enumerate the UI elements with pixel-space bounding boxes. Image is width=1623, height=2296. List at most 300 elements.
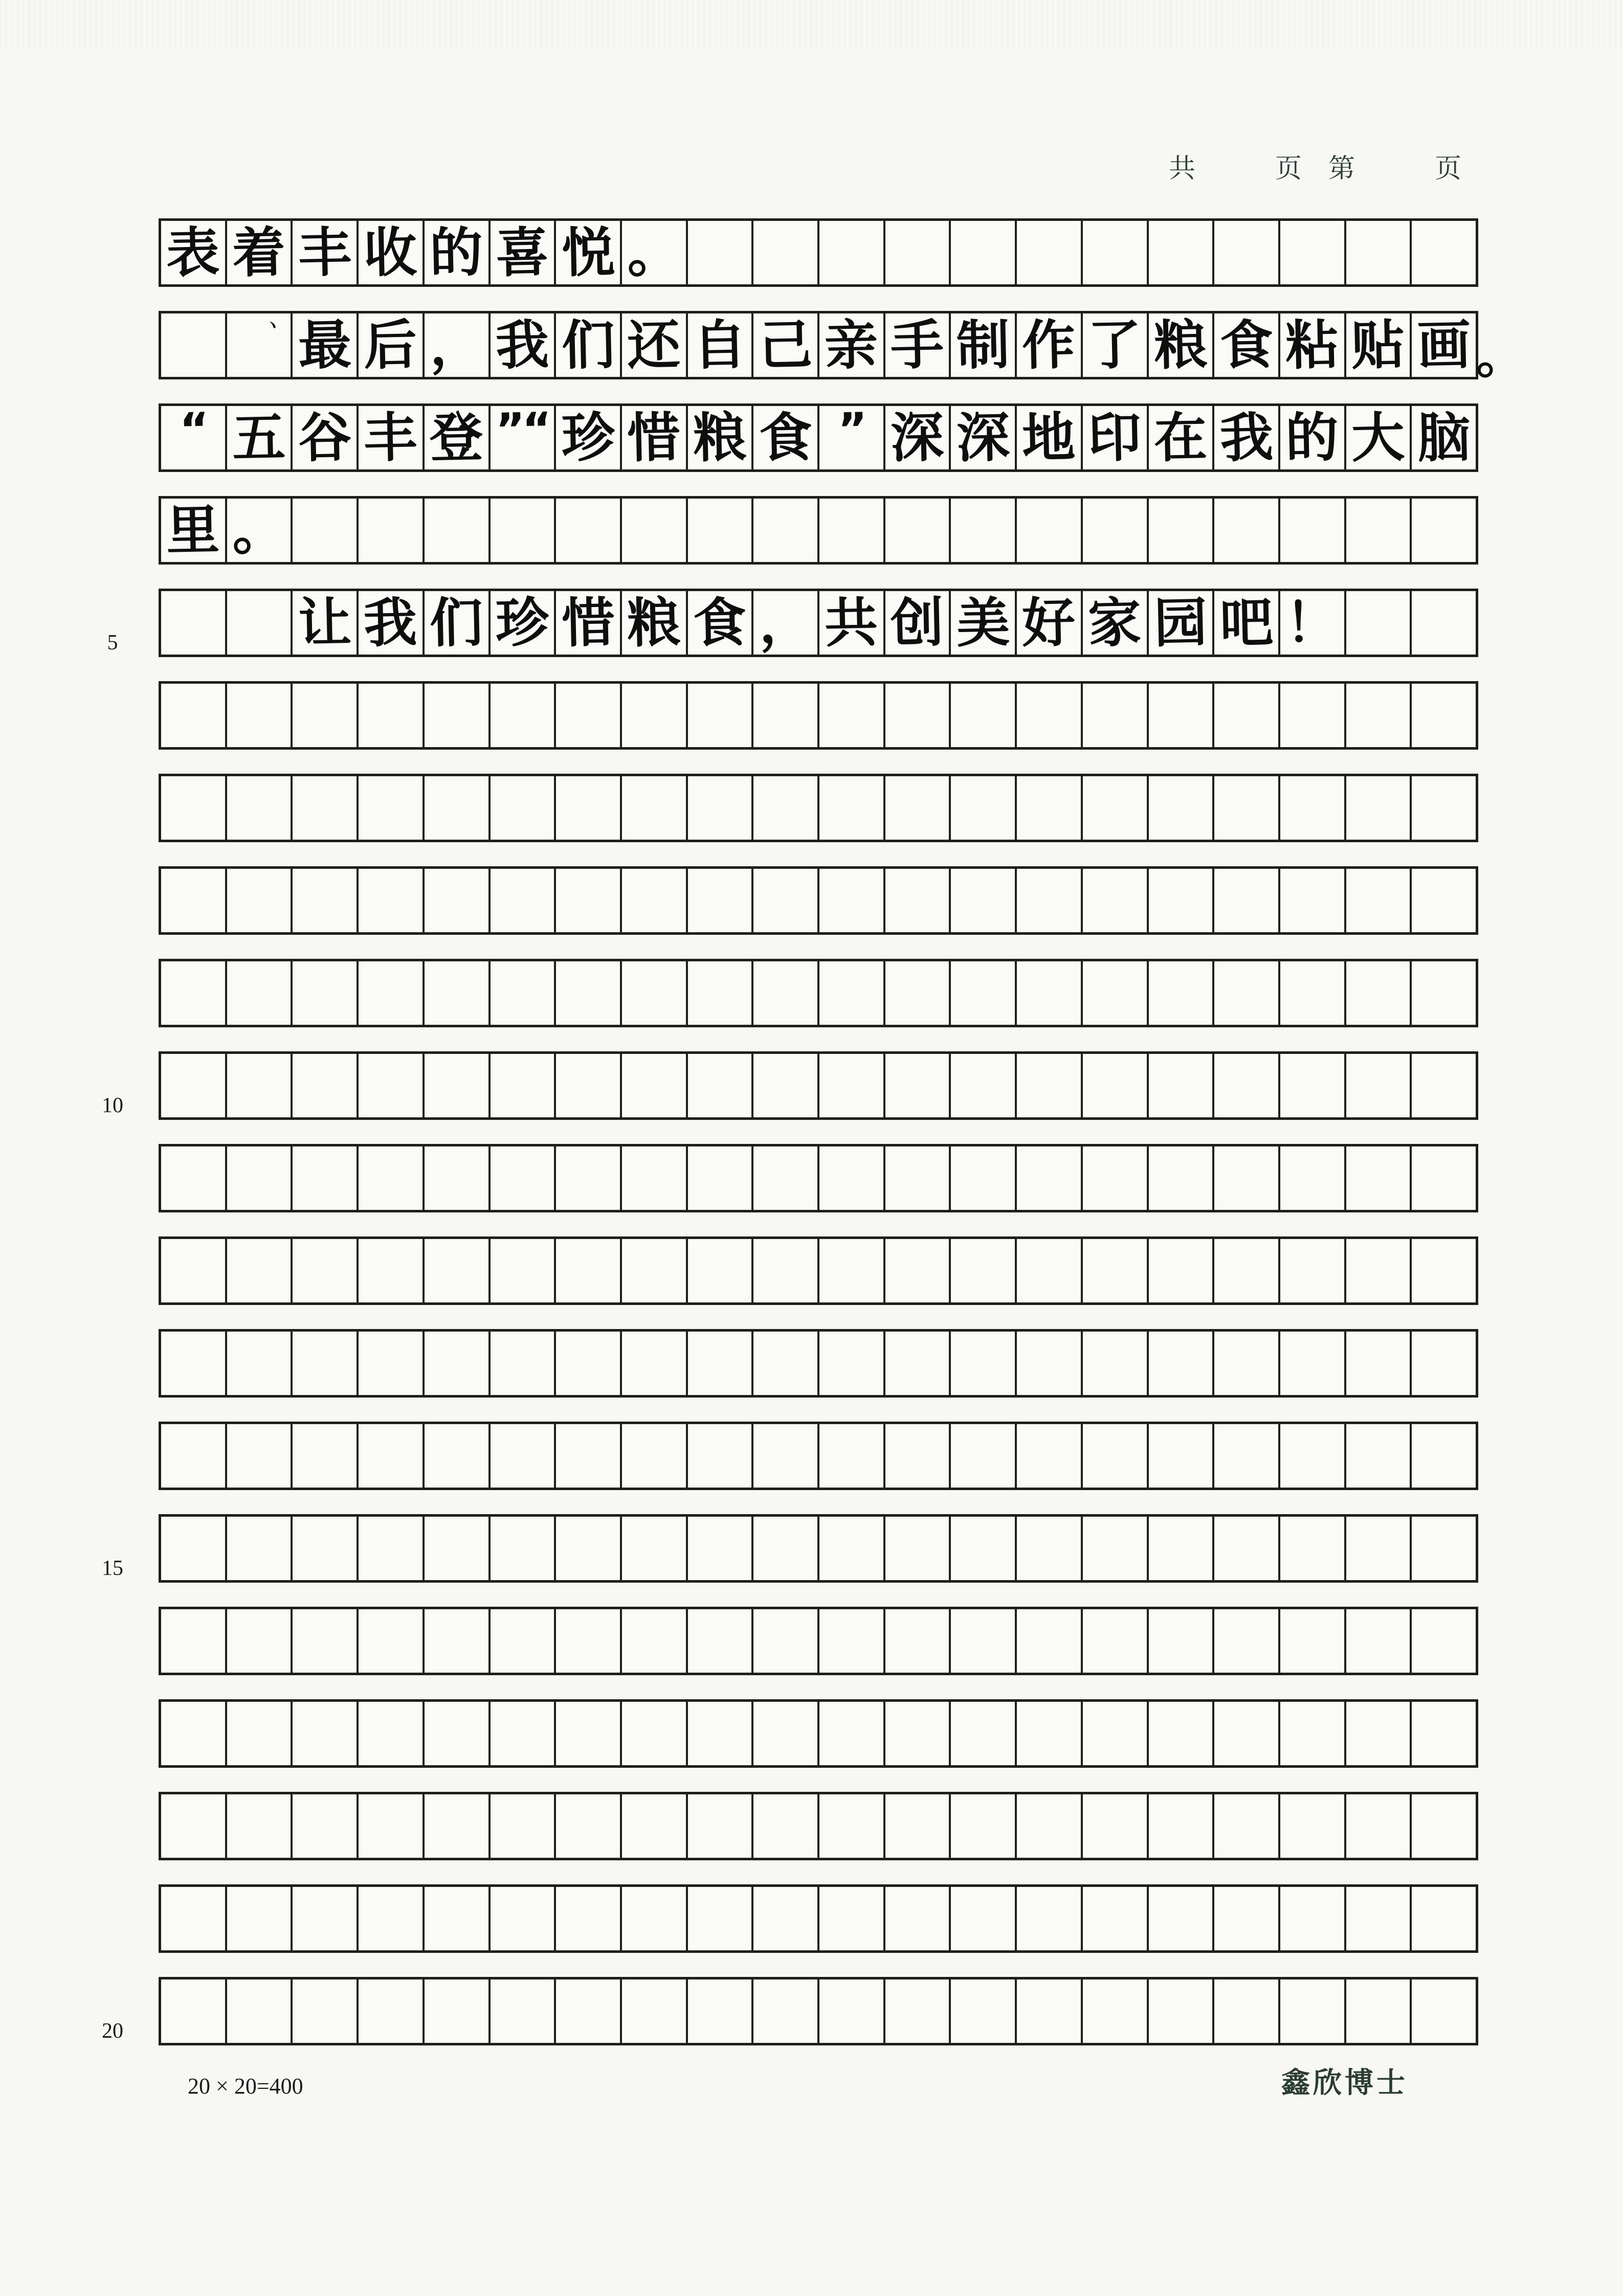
grid-cell xyxy=(1017,591,1083,655)
grid-cell xyxy=(819,1054,885,1117)
grid-cell xyxy=(753,1054,819,1117)
handwritten-character: ， xyxy=(758,591,813,655)
grid-cell xyxy=(491,499,557,562)
grid-cell xyxy=(1083,1424,1149,1488)
grid-cell xyxy=(753,406,819,469)
handwritten-character: 们 xyxy=(561,313,615,377)
grid-cell xyxy=(293,1609,359,1673)
grid-cell xyxy=(753,961,819,1025)
grid-cell xyxy=(1280,1239,1346,1302)
handwritten-character: 园 xyxy=(1153,591,1208,655)
grid-cell xyxy=(1214,1887,1280,1950)
handwritten-character: 粘 xyxy=(1285,313,1340,377)
grid-cell xyxy=(1017,406,1083,469)
grid-cell xyxy=(293,1702,359,1765)
grid-cell xyxy=(688,1702,754,1765)
grid-row xyxy=(159,1051,1478,1120)
handwritten-character: 丰 xyxy=(297,220,352,285)
grid-cell xyxy=(1149,313,1215,377)
brand-name: 鑫欣博士 xyxy=(1281,2066,1408,2100)
handwritten-character: 贴 xyxy=(1350,313,1406,377)
grid-row xyxy=(159,1514,1478,1583)
grid-cell xyxy=(688,1054,754,1117)
grid-cell xyxy=(556,1146,622,1210)
grid-cell xyxy=(885,1887,951,1950)
grid-row xyxy=(159,866,1478,935)
handwritten-character: 己 xyxy=(758,313,813,377)
grid-cell xyxy=(1017,1979,1083,2043)
handwritten-character: 表 xyxy=(166,220,220,285)
grid-cell xyxy=(556,961,622,1025)
row-number-label: 20 xyxy=(102,2019,123,2043)
grid-cell xyxy=(753,1517,819,1580)
grid-cell xyxy=(491,591,557,655)
grid-cell xyxy=(293,869,359,932)
grid-cell xyxy=(688,1146,754,1210)
handwritten-character: 美 xyxy=(955,591,1011,655)
grid-cell xyxy=(885,1239,951,1302)
grid-cell xyxy=(688,591,754,655)
grid-cell xyxy=(1346,1332,1412,1395)
grid-cell xyxy=(1346,406,1412,469)
grid-cell xyxy=(227,1794,293,1858)
grid-cell xyxy=(819,1609,885,1673)
grid-cell xyxy=(622,499,688,562)
grid-cell xyxy=(359,406,425,469)
grid-cell xyxy=(688,684,754,747)
grid-cell xyxy=(951,1702,1017,1765)
grid-cell xyxy=(161,1887,227,1950)
grid-cell xyxy=(951,591,1017,655)
grid-cell xyxy=(622,406,688,469)
grid-row xyxy=(159,681,1478,750)
handwritten-character: 谷 xyxy=(297,406,352,470)
grid-row xyxy=(159,311,1478,379)
grid-cell xyxy=(622,1794,688,1858)
grid-cell xyxy=(293,1239,359,1302)
grid-row xyxy=(159,1977,1478,2045)
grid-cell xyxy=(688,499,754,562)
grid-row xyxy=(159,1884,1478,1953)
handwritten-character: 着 xyxy=(231,220,286,285)
grid-cell xyxy=(161,1609,227,1673)
grid-cell xyxy=(359,1146,425,1210)
grid-cell xyxy=(753,1609,819,1673)
grid-cell xyxy=(885,1146,951,1210)
grid-cell xyxy=(1214,961,1280,1025)
grid-cell xyxy=(1083,1887,1149,1950)
handwritten-character: 丰 xyxy=(363,406,418,470)
grid-cell xyxy=(1280,961,1346,1025)
grid-cell xyxy=(1083,1054,1149,1117)
grid-cell xyxy=(1412,1239,1476,1302)
grid-cell xyxy=(556,1887,622,1950)
grid-cell xyxy=(885,591,951,655)
grid-cell xyxy=(556,313,622,377)
grid-cell xyxy=(1083,1517,1149,1580)
grid-row xyxy=(159,1422,1478,1490)
grid-cell xyxy=(1149,1794,1215,1858)
grid-cell xyxy=(1214,1054,1280,1117)
handwritten-character: 粮 xyxy=(692,406,747,470)
grid-cell xyxy=(1214,591,1280,655)
handwritten-character: 食 xyxy=(692,591,747,655)
handwritten-character: 在 xyxy=(1153,406,1208,470)
grid-cell xyxy=(161,221,227,284)
grid-cell xyxy=(753,591,819,655)
grid-cell xyxy=(1083,1702,1149,1765)
grid-cell xyxy=(161,1517,227,1580)
grid-cell xyxy=(1280,684,1346,747)
grid-cell xyxy=(1280,313,1346,377)
grid-cell xyxy=(556,1794,622,1858)
grid-cell xyxy=(1149,1239,1215,1302)
grid-cell xyxy=(1412,313,1476,377)
grid-cell xyxy=(425,776,491,840)
grid-row xyxy=(159,959,1478,1027)
grid-cell xyxy=(1280,776,1346,840)
grid-cell xyxy=(1083,406,1149,469)
grid-cell xyxy=(425,591,491,655)
grid-cell xyxy=(161,1146,227,1210)
grid-cell xyxy=(161,1239,227,1302)
grid-cell xyxy=(227,684,293,747)
grid-cell xyxy=(885,1609,951,1673)
grid-cell xyxy=(688,1424,754,1488)
handwritten-character: 脑 xyxy=(1416,406,1471,470)
grid-cell xyxy=(161,1979,227,2043)
grid-cell xyxy=(1346,869,1412,932)
grid-cell xyxy=(491,1609,557,1673)
grid-cell xyxy=(819,1979,885,2043)
grid-cell xyxy=(425,1239,491,1302)
grid-cell xyxy=(359,1054,425,1117)
grid-cell xyxy=(491,1146,557,1210)
grid-cell xyxy=(753,499,819,562)
grid-cell xyxy=(1017,499,1083,562)
grid-cell xyxy=(885,406,951,469)
grid-row xyxy=(159,1792,1478,1860)
grid-cell xyxy=(556,1517,622,1580)
grid-cell xyxy=(1214,221,1280,284)
grid-cell xyxy=(491,1887,557,1950)
grid-cell xyxy=(491,1239,557,1302)
grid-cell xyxy=(1412,684,1476,747)
grid-cell xyxy=(1083,313,1149,377)
grid-cell xyxy=(1412,869,1476,932)
handwritten-character: 我 xyxy=(363,591,418,655)
grid-cell xyxy=(293,313,359,377)
grid-cell xyxy=(885,313,951,377)
grid-cell xyxy=(1214,1424,1280,1488)
grid-cell xyxy=(622,591,688,655)
handwritten-character: 悦 xyxy=(561,220,615,285)
grid-cell xyxy=(1017,1609,1083,1673)
grid-cell xyxy=(1214,406,1280,469)
grid-cell xyxy=(885,1794,951,1858)
handwritten-character: 喜 xyxy=(495,220,550,285)
grid-cell xyxy=(491,1424,557,1488)
grid-cell xyxy=(1083,684,1149,747)
grid-cell xyxy=(425,1609,491,1673)
handwritten-character: 后 xyxy=(363,313,418,377)
grid-cell xyxy=(293,1517,359,1580)
grid-cell xyxy=(885,499,951,562)
grid-cell xyxy=(819,1517,885,1580)
grid-cell xyxy=(1412,1887,1476,1950)
grid-cell xyxy=(1017,684,1083,747)
grid-cell xyxy=(819,1702,885,1765)
grid-cell xyxy=(161,313,227,377)
grid-cell xyxy=(1214,1979,1280,2043)
grid-cell xyxy=(819,313,885,377)
grid-cell xyxy=(1083,221,1149,284)
grid-cell xyxy=(1214,1609,1280,1673)
grid-cell xyxy=(556,1424,622,1488)
grid-cell xyxy=(819,221,885,284)
grid-cell xyxy=(161,869,227,932)
grid-cell xyxy=(556,1239,622,1302)
handwritten-character: 我 xyxy=(495,313,550,377)
handwritten-character: ， xyxy=(429,313,484,377)
grid-cell xyxy=(556,221,622,284)
grid-cell xyxy=(753,1979,819,2043)
grid-cell xyxy=(1412,1794,1476,1858)
grid-cell xyxy=(1412,1702,1476,1765)
grid-cell xyxy=(556,1054,622,1117)
handwritten-character: 大 xyxy=(1350,406,1406,470)
grid-cell xyxy=(227,1609,293,1673)
grid-cell xyxy=(425,1424,491,1488)
grid-cell xyxy=(227,1332,293,1395)
grid-cell xyxy=(753,1239,819,1302)
handwritten-character: 珍 xyxy=(561,406,615,470)
grid-cell xyxy=(819,402,885,469)
handwritten-character: 惜 xyxy=(626,406,681,470)
grid-cell xyxy=(359,776,425,840)
grid-cell xyxy=(1214,499,1280,562)
grid-cell xyxy=(491,313,557,377)
grid-cell xyxy=(1149,869,1215,932)
grid-cell xyxy=(1280,869,1346,932)
grid-cell xyxy=(688,1332,754,1395)
grid-cell xyxy=(885,1702,951,1765)
grid-cell xyxy=(1149,1054,1215,1117)
grid-cell xyxy=(819,1887,885,1950)
grid-cell xyxy=(1149,961,1215,1025)
handwritten-character: 的 xyxy=(1285,406,1340,470)
grid-cell xyxy=(819,1424,885,1488)
handwritten-character: 手 xyxy=(890,313,945,377)
grid-cell xyxy=(819,961,885,1025)
grid-cell xyxy=(819,684,885,747)
handwritten-character: 画 xyxy=(1416,313,1471,377)
grid-cell xyxy=(1412,499,1476,562)
grid-size-note: 20 × 20=400 xyxy=(188,2074,303,2099)
grid-cell xyxy=(1149,1517,1215,1580)
grid-cell xyxy=(359,1979,425,2043)
grid-cell xyxy=(1346,961,1412,1025)
grid-cell xyxy=(556,1609,622,1673)
grid-cell xyxy=(951,1887,1017,1950)
handwritten-character: 食 xyxy=(758,406,813,470)
grid-cell xyxy=(885,869,951,932)
grid-cell xyxy=(622,684,688,747)
grid-cell xyxy=(688,1517,754,1580)
grid-cell xyxy=(293,1424,359,1488)
handwritten-character: 印 xyxy=(1087,406,1142,470)
grid-cell xyxy=(1149,221,1215,284)
grid-cell xyxy=(1280,591,1346,655)
insertion-mark: 、 xyxy=(268,303,296,335)
grid-cell xyxy=(622,776,688,840)
handwritten-character: 自 xyxy=(692,313,747,377)
grid-cell xyxy=(227,961,293,1025)
grid-cell xyxy=(1280,1887,1346,1950)
grid-cell xyxy=(293,221,359,284)
grid-cell xyxy=(688,1979,754,2043)
grid-cell xyxy=(1214,1517,1280,1580)
grid-cell xyxy=(1412,1517,1476,1580)
handwritten-character: “ xyxy=(179,402,207,456)
handwritten-character: 们 xyxy=(429,591,484,655)
handwritten-character: 共 xyxy=(824,591,879,655)
grid-cell xyxy=(1412,1332,1476,1395)
handwritten-character: 登 xyxy=(429,406,484,470)
grid-cell xyxy=(293,406,359,469)
grid-cell xyxy=(491,1054,557,1117)
grid-cell xyxy=(951,499,1017,562)
grid-cell xyxy=(359,221,425,284)
grid-cell xyxy=(622,1424,688,1488)
grid-cell xyxy=(1083,869,1149,932)
grid-cell xyxy=(819,1794,885,1858)
grid-cell xyxy=(753,1146,819,1210)
grid-cell xyxy=(1083,1332,1149,1395)
grid-cell xyxy=(425,684,491,747)
grid-cell xyxy=(161,1054,227,1117)
grid-cell xyxy=(1346,1979,1412,2043)
handwritten-character: 创 xyxy=(890,591,945,655)
grid-cell xyxy=(1214,313,1280,377)
grid-cell xyxy=(753,1424,819,1488)
grid-cell xyxy=(1346,1517,1412,1580)
grid-cell xyxy=(1017,869,1083,932)
grid-cell xyxy=(1412,1054,1476,1117)
grid-cell xyxy=(359,1239,425,1302)
grid-cell xyxy=(293,1979,359,2043)
grid-row xyxy=(159,589,1478,657)
grid-cell xyxy=(885,1979,951,2043)
grid-cell xyxy=(161,776,227,840)
grid-cell xyxy=(1083,1146,1149,1210)
grid-cell xyxy=(951,776,1017,840)
grid-cell xyxy=(819,591,885,655)
grid-cell xyxy=(951,1979,1017,2043)
grid-cell xyxy=(359,961,425,1025)
grid-cell xyxy=(622,1702,688,1765)
grid-cell xyxy=(951,869,1017,932)
grid-cell xyxy=(688,1887,754,1950)
grid-cell xyxy=(556,776,622,840)
grid-cell xyxy=(885,684,951,747)
handwritten-character: ！ xyxy=(1285,591,1340,655)
grid-cell xyxy=(1412,1979,1476,2043)
grid-cell xyxy=(293,499,359,562)
handwritten-character: 珍 xyxy=(495,591,550,655)
grid-cell xyxy=(622,869,688,932)
grid-cell xyxy=(1083,1239,1149,1302)
grid-cell xyxy=(227,406,293,469)
grid-cell xyxy=(819,1146,885,1210)
row-number-label: 10 xyxy=(102,1094,123,1117)
grid-cell xyxy=(1149,684,1215,747)
grid-cell xyxy=(491,402,557,469)
grid-row xyxy=(159,1144,1478,1212)
row-number-labels xyxy=(84,218,141,2045)
grid-cell xyxy=(425,313,491,377)
grid-cell xyxy=(425,1054,491,1117)
handwritten-character: 。 xyxy=(626,220,681,285)
grid-cell xyxy=(1346,1054,1412,1117)
grid-cell xyxy=(688,221,754,284)
grid-cell xyxy=(491,1332,557,1395)
handwritten-character: 我 xyxy=(1219,406,1274,470)
grid-cell xyxy=(1149,1887,1215,1950)
grid-cell xyxy=(1017,313,1083,377)
grid-cell xyxy=(425,1517,491,1580)
handwritten-character: 。 xyxy=(231,498,286,562)
grid-cell xyxy=(1280,1146,1346,1210)
grid-cell xyxy=(1346,1146,1412,1210)
handwritten-character: 收 xyxy=(363,220,418,285)
grid-cell xyxy=(1412,221,1476,284)
grid-cell xyxy=(161,684,227,747)
grid-cell xyxy=(491,961,557,1025)
handwritten-character: 制 xyxy=(955,313,1011,377)
handwritten-character: 五 xyxy=(231,406,286,470)
grid-cell xyxy=(1280,1702,1346,1765)
grid-cell xyxy=(753,1332,819,1395)
grid-cell xyxy=(753,221,819,284)
grid-cell xyxy=(1346,1794,1412,1858)
grid-cell xyxy=(951,1146,1017,1210)
grid-cell xyxy=(556,684,622,747)
grid-cell xyxy=(161,1332,227,1395)
grid-cell xyxy=(293,591,359,655)
grid-cell xyxy=(491,684,557,747)
grid-cell xyxy=(1017,961,1083,1025)
grid-cell xyxy=(688,406,754,469)
handwritten-character: ” xyxy=(837,402,865,456)
grid-cell xyxy=(1083,1609,1149,1673)
grid-cell xyxy=(1346,221,1412,284)
grid-cell xyxy=(359,591,425,655)
grid-cell xyxy=(1346,684,1412,747)
grid-cell xyxy=(1214,776,1280,840)
grid-cell xyxy=(951,1054,1017,1117)
grid-cell xyxy=(1280,1517,1346,1580)
grid-cell xyxy=(885,776,951,840)
grid-cell xyxy=(1149,499,1215,562)
grid-cell xyxy=(622,1146,688,1210)
grid-cell xyxy=(1280,406,1346,469)
grid-row xyxy=(159,1329,1478,1398)
grid-cell xyxy=(161,402,227,469)
grid-cell xyxy=(753,1794,819,1858)
grid-cell xyxy=(885,1054,951,1117)
grid-cell xyxy=(359,1887,425,1950)
